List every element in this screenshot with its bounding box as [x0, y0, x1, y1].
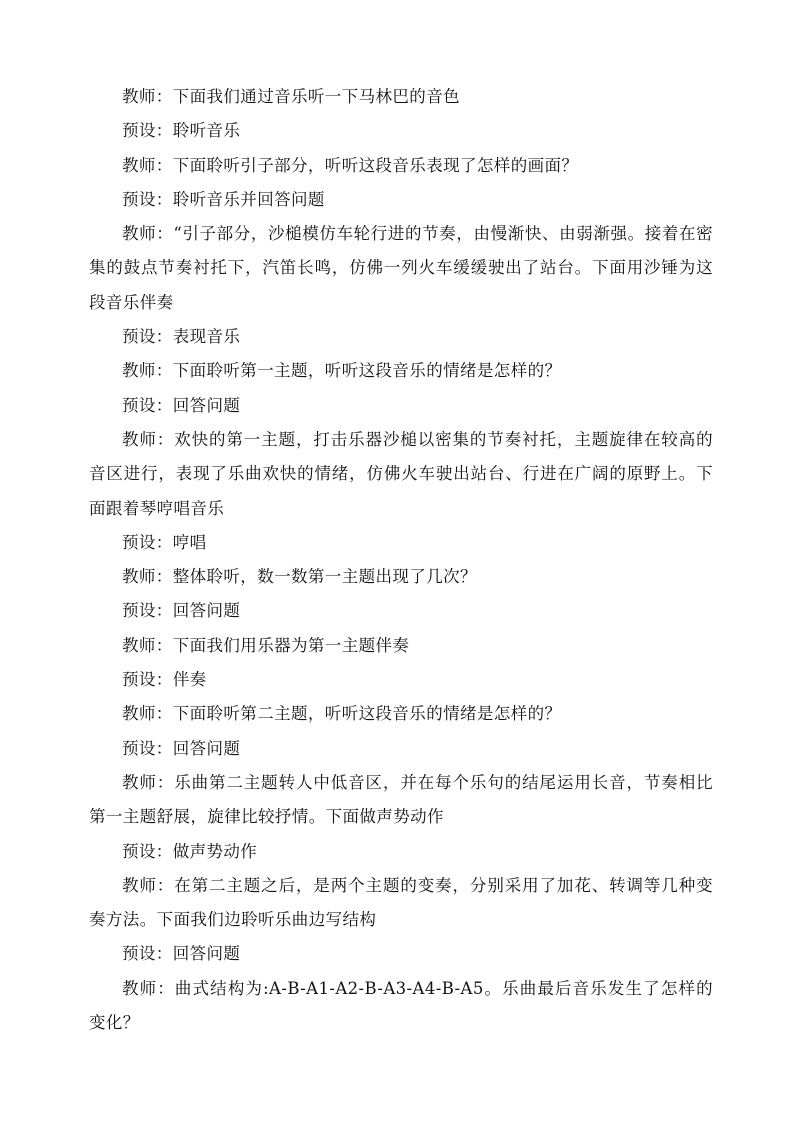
paragraph-teacher-9: 教师：乐曲第二主题转人中低音区，并在每个乐句的结尾运用长音，节奏相比第一主题舒展，旋律比较抒情。下面做声势动作 — [89, 772, 713, 827]
paragraph-preset-6: 预设：回答问题 — [122, 601, 241, 621]
paragraph-teacher-6: 教师：整体聆听，数一数第一主题出现了几次？ — [122, 567, 477, 587]
paragraph-teacher-1: 教师：下面我们通过音乐听一下马林巴的音色 — [122, 87, 460, 106]
paragraph-teacher-5: 教师：欢快的第一主题，打击乐器沙槌以密集的节奏衬托，主题旋律在较高的音区进行，表现了乐曲欢快的情绪，仿佛火车驶出站台、行进在广阔的原野上。下面跟着琴哼唱音乐 — [89, 429, 713, 518]
paragraph-teacher-11: 教师：曲式结构为:A-B-A1-A2-B-A3-A4-B-A5。乐曲最后音乐发生了怎样的变化？ — [89, 978, 713, 1033]
paragraph-teacher-8: 教师：下面聆听第二主题，听听这段音乐的情绪是怎样的？ — [122, 704, 562, 724]
paragraph-teacher-4: 教师：下面聆听第一主题，听听这段音乐的情绪是怎样的？ — [122, 361, 562, 381]
document-body — [89, 80, 713, 1040]
paragraph-preset-9: 预设：做声势动作 — [122, 841, 258, 861]
paragraph-teacher-3: 教师：“引子部分，沙槌模仿车轮行进的节奏，由慢渐快、由弱渐强。接着在密集的鼓点节奏衬托下，汽笛长鸣，仿佛一列火车缓缓驶出了站台。下面用沙锤为这段音乐伴奏 — [89, 224, 713, 312]
paragraph-preset-2: 预设：聆听音乐并回答问题 — [122, 189, 325, 209]
paragraph-preset-8: 预设：回答问题 — [122, 738, 241, 758]
paragraph-preset-5: 预设：哼唱 — [122, 532, 207, 552]
paragraph-preset-4: 预设：回答问题 — [122, 395, 241, 415]
paragraph-teacher-10: 教师：在第二主题之后，是两个主题的变奏，分别采用了加花、转调等几种变奏方法。下面我们边聆听乐曲边写结构 — [89, 875, 713, 930]
paragraph-preset-3: 预设：表现音乐 — [122, 327, 241, 347]
paragraph-preset-10: 预设：回答问题 — [122, 944, 241, 964]
paragraph-preset-1: 预设：聆听音乐 — [122, 121, 241, 141]
paragraph-teacher-2: 教师：下面聆听引子部分，听听这段音乐表现了怎样的画面？ — [122, 155, 579, 175]
paragraph-teacher-7: 教师：下面我们用乐器为第一主题伴奏 — [122, 635, 410, 655]
paragraph-preset-7: 预设：伴奏 — [122, 670, 207, 690]
